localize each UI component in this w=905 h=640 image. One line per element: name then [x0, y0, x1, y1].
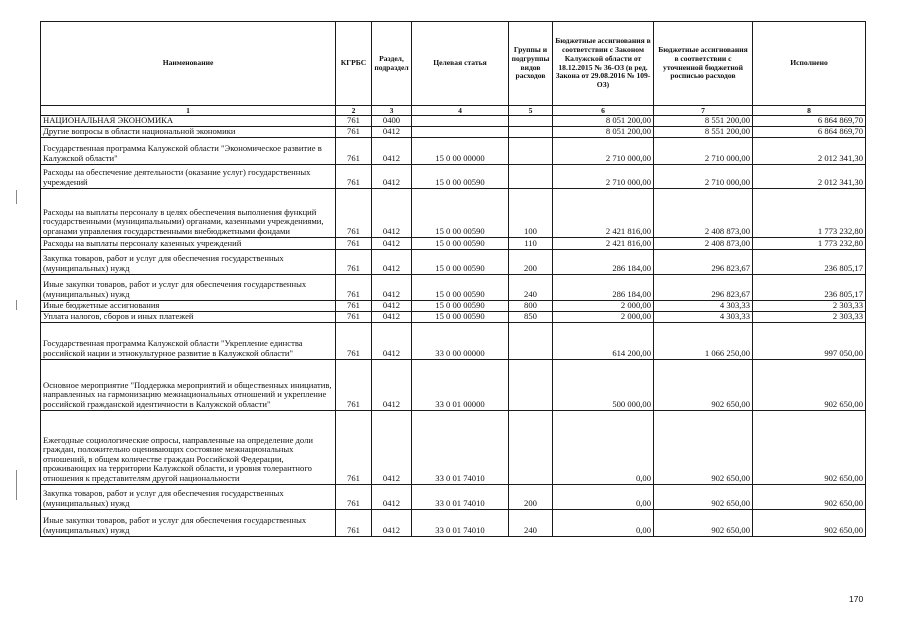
row-group [509, 164, 553, 188]
row-kgrbs: 761 [336, 274, 372, 300]
column-number: 5 [509, 106, 553, 116]
row-revised: 4 303,33 [654, 311, 753, 322]
row-kgrbs: 761 [336, 311, 372, 322]
column-number: 7 [654, 106, 753, 116]
row-law: 2 421 816,00 [553, 237, 654, 249]
row-name: Иные закупки товаров, работ и услуг для обеспечения государственных (муниципальных) нужд [41, 274, 336, 300]
table-row [41, 116, 866, 127]
scan-margin-mark [16, 300, 17, 310]
row-law: 500 000,00 [553, 359, 654, 410]
row-law: 2 421 816,00 [553, 188, 654, 237]
row-target: 33 0 01 74010 [412, 484, 509, 509]
row-group [509, 359, 553, 410]
table-row [41, 164, 866, 188]
header-budget-revised: Бюджетные ассигнования в соответствии с уточненной бюджетной росписью расходов [654, 22, 753, 106]
row-executed: 997 050,00 [753, 322, 866, 359]
row-group [509, 137, 553, 164]
row-name: Иные бюджетные ассигнования [41, 300, 336, 311]
column-number: 1 [41, 106, 336, 116]
row-section: 0412 [372, 300, 412, 311]
header-name: Наименование [41, 22, 336, 106]
row-law: 286 184,00 [553, 249, 654, 274]
row-kgrbs: 761 [336, 300, 372, 311]
row-section: 0412 [372, 322, 412, 359]
row-law: 286 184,00 [553, 274, 654, 300]
row-revised: 1 066 250,00 [654, 322, 753, 359]
row-section: 0412 [372, 359, 412, 410]
header-groups: Группы и подгруппы видов расходов [509, 22, 553, 106]
table-row [41, 509, 866, 536]
column-number-row [41, 106, 866, 116]
row-revised: 902 650,00 [654, 509, 753, 536]
row-kgrbs: 761 [336, 116, 372, 127]
row-group [509, 322, 553, 359]
row-kgrbs: 761 [336, 137, 372, 164]
table-row [41, 188, 866, 237]
row-executed: 2 012 341,30 [753, 164, 866, 188]
row-law: 2 000,00 [553, 311, 654, 322]
table-row [41, 137, 866, 164]
header-budget-law: Бюджетные ассигнования в соответствии с Законом Калужской области от 18.12.2015 № 36-ОЗ (в ред. Закона от 29.08.2016 № 109-ОЗ) [553, 22, 654, 106]
row-section: 0412 [372, 410, 412, 484]
row-law: 2 000,00 [553, 300, 654, 311]
header-executed: Исполнено [753, 22, 866, 106]
row-section: 0412 [372, 274, 412, 300]
row-name: Расходы на выплаты персоналу казенных учреждений [41, 237, 336, 249]
row-executed: 2 303,33 [753, 300, 866, 311]
row-executed: 902 650,00 [753, 509, 866, 536]
row-group: 850 [509, 311, 553, 322]
table-row [41, 126, 866, 137]
header-target: Целевая статья [412, 22, 509, 106]
row-name: Государственная программа Калужской области "Экономическое развитие в Калужской области" [41, 137, 336, 164]
row-section: 0412 [372, 126, 412, 137]
scan-margin-mark [16, 190, 17, 204]
table-row [41, 237, 866, 249]
row-law: 0,00 [553, 410, 654, 484]
header-kgrbs: КГРБС [336, 22, 372, 106]
row-kgrbs: 761 [336, 237, 372, 249]
row-section: 0412 [372, 249, 412, 274]
row-section: 0412 [372, 164, 412, 188]
row-name: Государственная программа Калужской области "Укрепление единства российской нации и этнокультурное развитие в Калужской области" [41, 322, 336, 359]
row-law: 8 051 200,00 [553, 116, 654, 127]
row-section: 0412 [372, 509, 412, 536]
row-group: 200 [509, 484, 553, 509]
row-target: 15 0 00 00590 [412, 164, 509, 188]
row-executed: 902 650,00 [753, 410, 866, 484]
row-revised: 8 551 200,00 [654, 116, 753, 127]
table-row [41, 322, 866, 359]
row-executed: 2 012 341,30 [753, 137, 866, 164]
table-row [41, 274, 866, 300]
row-section: 0412 [372, 484, 412, 509]
row-revised: 296 823,67 [654, 274, 753, 300]
row-section: 0412 [372, 137, 412, 164]
row-group [509, 410, 553, 484]
row-group [509, 116, 553, 127]
row-name: Уплата налогов, сборов и иных платежей [41, 311, 336, 322]
row-kgrbs: 761 [336, 322, 372, 359]
row-law: 614 200,00 [553, 322, 654, 359]
row-target [412, 126, 509, 137]
row-kgrbs: 761 [336, 249, 372, 274]
row-name: Расходы на обеспечение деятельности (оказание услуг) государственных учреждений [41, 164, 336, 188]
row-name: Ежегодные социологические опросы, направленные на определение доли граждан, положительно оценивающих состояние межнациональных отношений, в общем количестве граждан Российской Федерации, проживающих на территории Калужской области, и уровня толерантного отношения к представителям другой национальности [41, 410, 336, 484]
row-revised: 2 408 873,00 [654, 237, 753, 249]
column-number: 3 [372, 106, 412, 116]
row-revised: 902 650,00 [654, 410, 753, 484]
row-target: 15 0 00 00590 [412, 237, 509, 249]
row-revised: 902 650,00 [654, 484, 753, 509]
row-target: 15 0 00 00590 [412, 311, 509, 322]
row-law: 0,00 [553, 484, 654, 509]
row-kgrbs: 761 [336, 359, 372, 410]
row-name: Закупка товаров, работ и услуг для обеспечения государственных (муниципальных) нужд [41, 484, 336, 509]
row-target: 15 0 00 00590 [412, 188, 509, 237]
row-target: 33 0 00 00000 [412, 322, 509, 359]
row-executed: 1 773 232,80 [753, 188, 866, 237]
row-group: 200 [509, 249, 553, 274]
row-kgrbs: 761 [336, 509, 372, 536]
row-group: 800 [509, 300, 553, 311]
row-executed: 236 805,17 [753, 274, 866, 300]
row-target: 15 0 00 00590 [412, 274, 509, 300]
column-number: 6 [553, 106, 654, 116]
row-kgrbs: 761 [336, 126, 372, 137]
row-target: 33 0 01 00000 [412, 359, 509, 410]
column-number: 8 [753, 106, 866, 116]
row-executed: 6 864 869,70 [753, 126, 866, 137]
column-number: 4 [412, 106, 509, 116]
scan-margin-mark [16, 470, 17, 500]
row-group: 240 [509, 509, 553, 536]
row-kgrbs: 761 [336, 410, 372, 484]
row-target: 15 0 00 00000 [412, 137, 509, 164]
row-section: 0400 [372, 116, 412, 127]
row-group: 100 [509, 188, 553, 237]
row-name: Расходы на выплаты персоналу в целях обеспечения выполнения функций государственными (муниципальными) органами, казенными учреждениями, органами управления государственными внебюджетными фондами [41, 188, 336, 237]
table-row [41, 311, 866, 322]
row-kgrbs: 761 [336, 164, 372, 188]
row-group [509, 126, 553, 137]
header-row [41, 22, 866, 106]
row-target: 33 0 01 74010 [412, 410, 509, 484]
row-executed: 6 864 869,70 [753, 116, 866, 127]
row-revised: 4 303,33 [654, 300, 753, 311]
row-section: 0412 [372, 311, 412, 322]
row-revised: 2 408 873,00 [654, 188, 753, 237]
row-law: 2 710 000,00 [553, 164, 654, 188]
row-law: 2 710 000,00 [553, 137, 654, 164]
column-number: 2 [336, 106, 372, 116]
row-executed: 2 303,33 [753, 311, 866, 322]
row-revised: 296 823,67 [654, 249, 753, 274]
header-section: Раздел, подраздел [372, 22, 412, 106]
row-revised: 902 650,00 [654, 359, 753, 410]
page-number: 170 [849, 594, 864, 604]
row-executed: 902 650,00 [753, 484, 866, 509]
table-row [41, 410, 866, 484]
row-name: Иные закупки товаров, работ и услуг для обеспечения государственных (муниципальных) нужд [41, 509, 336, 536]
row-kgrbs: 761 [336, 484, 372, 509]
row-revised: 2 710 000,00 [654, 137, 753, 164]
table-row [41, 249, 866, 274]
row-name: НАЦИОНАЛЬНАЯ ЭКОНОМИКА [41, 116, 336, 127]
row-name: Закупка товаров, работ и услуг для обеспечения государственных (муниципальных) нужд [41, 249, 336, 274]
row-target [412, 116, 509, 127]
budget-table [40, 21, 866, 537]
row-name: Основное мероприятие "Поддержка мероприятий и общественных инициатив, направленных на гармонизацию межнациональных отношений и укрепление российской гражданской идентичности в Калужской области" [41, 359, 336, 410]
row-target: 33 0 01 74010 [412, 509, 509, 536]
row-revised: 2 710 000,00 [654, 164, 753, 188]
row-name: Другие вопросы в области национальной экономики [41, 126, 336, 137]
row-law: 0,00 [553, 509, 654, 536]
row-target: 15 0 00 00590 [412, 300, 509, 311]
row-group: 240 [509, 274, 553, 300]
row-revised: 8 551 200,00 [654, 126, 753, 137]
row-target: 15 0 00 00590 [412, 249, 509, 274]
row-executed: 902 650,00 [753, 359, 866, 410]
row-section: 0412 [372, 237, 412, 249]
row-executed: 1 773 232,80 [753, 237, 866, 249]
row-kgrbs: 761 [336, 188, 372, 237]
table-row [41, 300, 866, 311]
row-executed: 236 805,17 [753, 249, 866, 274]
table-row [41, 484, 866, 509]
row-law: 8 051 200,00 [553, 126, 654, 137]
row-section: 0412 [372, 188, 412, 237]
table-row [41, 359, 866, 410]
row-group: 110 [509, 237, 553, 249]
